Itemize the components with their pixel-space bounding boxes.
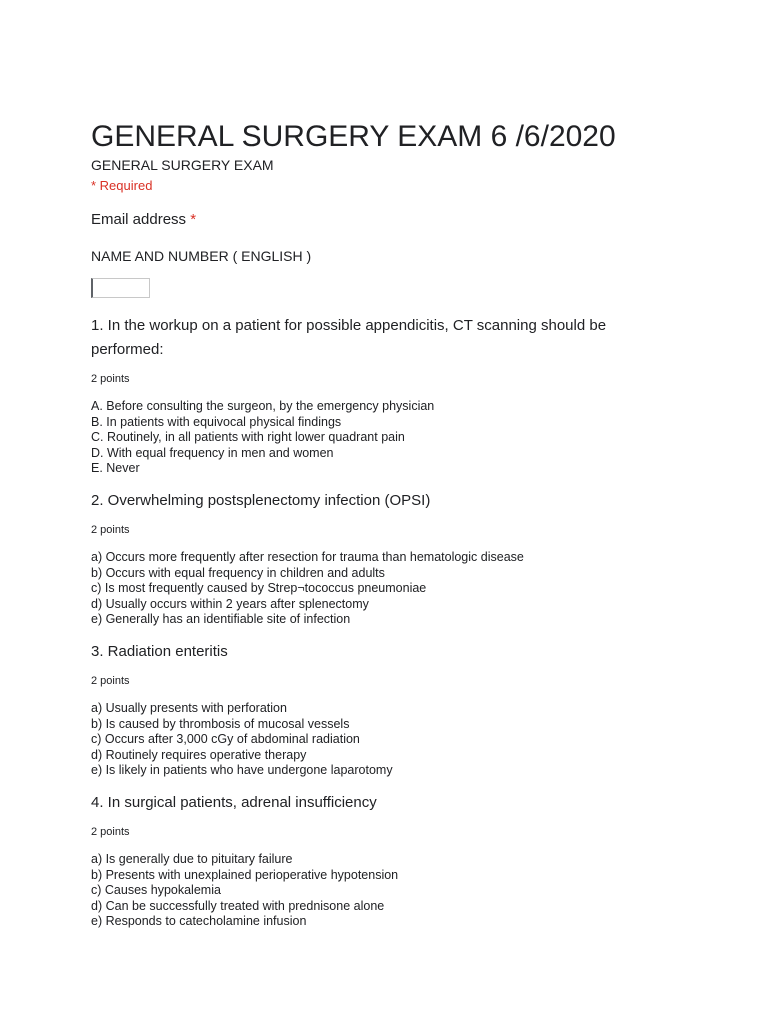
- name-label: NAME AND NUMBER ( ENGLISH ): [91, 248, 312, 264]
- option-item[interactable]: d) Routinely requires operative therapy: [91, 747, 307, 762]
- option-item[interactable]: c) Causes hypokalemia: [91, 883, 221, 898]
- question-3: [91, 640, 651, 779]
- question-1: [91, 314, 651, 477]
- option-item[interactable]: e) Is likely in patients who have undergone laparotomy: [91, 763, 393, 778]
- question-points: 2 points: [91, 524, 130, 536]
- required-note: * Required: [91, 178, 153, 193]
- email-label: [91, 210, 196, 229]
- required-asterisk: *: [190, 211, 197, 228]
- option-item[interactable]: e) Generally has an identifiable site of infection: [91, 612, 351, 627]
- option-item[interactable]: c) Is most frequently caused by Strep¬tococcus pneumoniae: [91, 581, 427, 596]
- option-item[interactable]: a) Is generally due to pituitary failure: [91, 852, 293, 866]
- option-item[interactable]: a) Occurs more frequently after resection for trauma than hematologic disease: [91, 550, 524, 564]
- option-item[interactable]: a) Usually presents with perforation: [91, 701, 287, 715]
- question-2: [91, 489, 651, 628]
- option-item[interactable]: b) Is caused by thrombosis of mucosal vessels: [91, 716, 350, 731]
- option-list: [91, 399, 651, 477]
- option-item[interactable]: E. Never: [91, 461, 140, 476]
- form-title: GENERAL SURGERY EXAM 6 /6/2020: [91, 120, 616, 153]
- option-item[interactable]: b) Presents with unexplained perioperative hypotension: [91, 867, 399, 882]
- question-text: 2. Overwhelming postsplenectomy infection (OPSI): [91, 492, 431, 509]
- option-item[interactable]: B. In patients with equivocal physical findings: [91, 414, 342, 429]
- name-input[interactable]: [91, 278, 150, 298]
- option-item[interactable]: c) Occurs after 3,000 cGy of abdominal radiation: [91, 732, 360, 747]
- question-points: 2 points: [91, 826, 130, 838]
- option-item[interactable]: A. Before consulting the surgeon, by the emergency physician: [91, 399, 435, 413]
- option-item[interactable]: d) Can be successfully treated with prednisone alone: [91, 898, 385, 913]
- question-text: 1. In the workup on a patient for possible appendicitis, CT scanning should be performed:: [91, 317, 607, 358]
- option-list: [91, 852, 651, 930]
- question-points: 2 points: [91, 373, 130, 385]
- option-item[interactable]: D. With equal frequency in men and women: [91, 445, 334, 460]
- email-label-text: Email address: [91, 211, 187, 228]
- option-item[interactable]: d) Usually occurs within 2 years after splenectomy: [91, 596, 369, 611]
- question-text: 4. In surgical patients, adrenal insufficiency: [91, 794, 377, 811]
- option-list: [91, 550, 651, 628]
- question-points: 2 points: [91, 675, 130, 687]
- form-subtitle: GENERAL SURGERY EXAM: [91, 157, 274, 173]
- question-text: 3. Radiation enteritis: [91, 643, 228, 660]
- question-4: [91, 791, 651, 930]
- option-list: [91, 701, 651, 779]
- option-item[interactable]: C. Routinely, in all patients with right lower quadrant pain: [91, 430, 405, 445]
- option-item[interactable]: b) Occurs with equal frequency in children and adults: [91, 565, 385, 580]
- option-item[interactable]: e) Responds to catecholamine infusion: [91, 914, 307, 929]
